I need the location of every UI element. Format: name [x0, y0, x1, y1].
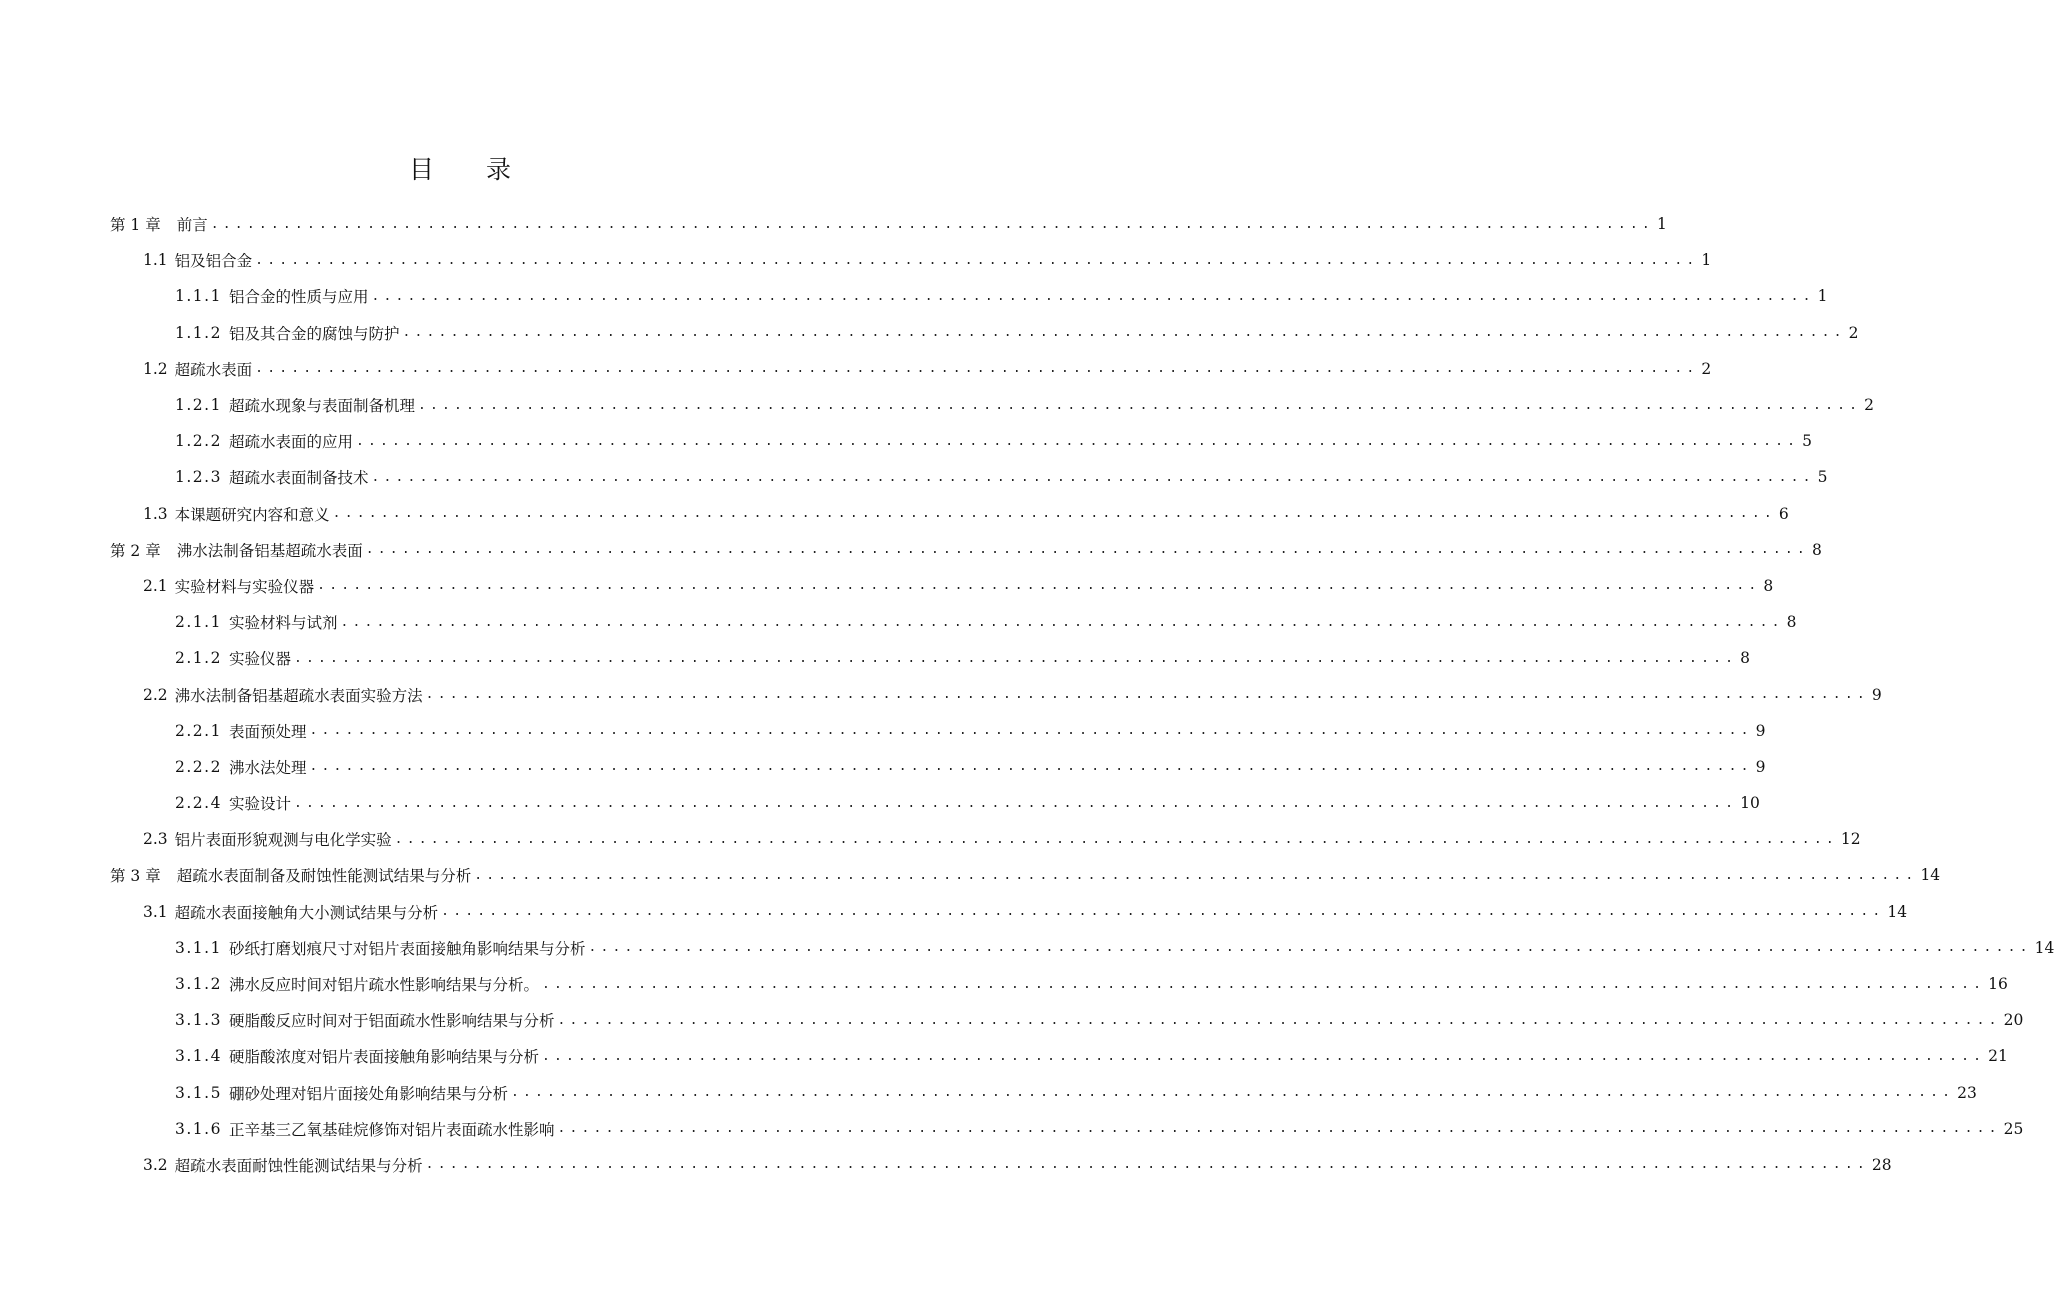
- toc-entry[interactable]: [0, 857, 1941, 893]
- toc-entry[interactable]: [0, 1075, 1977, 1111]
- toc-entry-number: 第 2 章: [110, 541, 161, 560]
- toc-dot-leader: ........................................................................................................................: [425, 1157, 1869, 1173]
- toc-entry-title: 铝及铝合金: [174, 252, 253, 271]
- toc-title: 目 录: [409, 155, 533, 184]
- toc-entry[interactable]: [0, 713, 1766, 749]
- toc-entry-line: [175, 1009, 2024, 1031]
- toc-entry-line: [110, 213, 1667, 235]
- toc-entry-title: 沸水法制备铝基超疏水表面实验方法: [174, 686, 423, 705]
- toc-entry-title: 超疏水表面制备及耐蚀性能测试结果与分析: [176, 867, 472, 886]
- toc-entry-title: 超疏水表面制备技术: [228, 469, 369, 488]
- toc-entry-line: [175, 285, 1828, 307]
- toc-page-number: 23: [1957, 1083, 1977, 1102]
- toc-entry-title: 铝及其合金的腐蚀与防护: [228, 324, 400, 343]
- toc-entry[interactable]: [0, 423, 1813, 459]
- toc-entry-title: 前言: [176, 216, 208, 235]
- toc-entry-number: 3.1.1: [175, 938, 222, 957]
- toc-entry[interactable]: [0, 894, 1908, 930]
- toc-entry[interactable]: [0, 568, 1774, 604]
- toc-entry-line: [143, 575, 1774, 597]
- toc-dot-leader: ........................................................................................................................: [317, 578, 1761, 594]
- toc-page-number: 5: [1817, 468, 1828, 487]
- toc-entry[interactable]: [0, 1038, 2008, 1074]
- toc-page-number: 14: [1887, 902, 1908, 921]
- toc-page-number: 12: [1840, 830, 1861, 849]
- toc-entry[interactable]: [0, 930, 2054, 966]
- toc-page-number: 8: [1740, 649, 1751, 668]
- toc-entry[interactable]: [0, 676, 1882, 712]
- toc-dot-leader: ........................................................................................................................: [293, 650, 1738, 666]
- toc-entry[interactable]: [0, 206, 1667, 242]
- toc-entry-number: 2.3: [143, 830, 168, 849]
- toc-entry-number: 1.2: [143, 359, 168, 378]
- toc-entry[interactable]: [0, 315, 1859, 351]
- toc-page-number: 5: [1802, 432, 1813, 451]
- toc-dot-leader: ........................................................................................................................: [510, 1085, 1955, 1101]
- toc-entry-line: [175, 430, 1813, 452]
- toc-dot-leader: ........................................................................................................................: [355, 433, 1800, 449]
- toc-page-number: 2: [1864, 396, 1875, 415]
- toc-entry-line: [175, 322, 1859, 344]
- toc-page-number: 16: [1988, 975, 2008, 994]
- toc-entry-title: 实验设计: [228, 795, 291, 814]
- toc-entry-line: [143, 358, 1712, 380]
- toc-entry-line: [143, 828, 1861, 850]
- toc-entry-line: [175, 792, 1760, 814]
- toc-entry-number: 1.1.1: [175, 287, 222, 306]
- toc-entry-line: [175, 756, 1766, 778]
- toc-entry-title: 超疏水表面的应用: [228, 433, 353, 452]
- toc-dot-leader: ........................................................................................................................: [365, 542, 1809, 558]
- toc-entry-line: [175, 937, 2054, 959]
- toc-entry-number: 1.2.1: [175, 396, 222, 415]
- toc-entry-number: 1.1: [143, 251, 168, 270]
- toc-entry-line: [175, 1045, 2008, 1067]
- toc-dot-leader: ........................................................................................................................: [332, 506, 1776, 522]
- toc-dot-leader: ........................................................................................................................: [417, 397, 1862, 413]
- toc-entry-number: 2.1: [143, 576, 168, 595]
- toc-entry[interactable]: [0, 604, 1797, 640]
- toc-entry-title: 实验材料与实验仪器: [174, 577, 315, 596]
- toc-entry-line: [143, 249, 1712, 271]
- toc-entry-title: 超疏水表面: [174, 360, 253, 379]
- toc-entry-line: [175, 466, 1828, 488]
- toc-entry-number: 第 3 章: [110, 867, 161, 886]
- toc-entry-line: [175, 611, 1797, 633]
- toc-entry-title: 实验仪器: [228, 650, 291, 669]
- toc-entry[interactable]: [0, 242, 1712, 278]
- toc-page-number: 9: [1755, 757, 1766, 776]
- toc-entry-line: [175, 647, 1751, 669]
- toc-dot-leader: ........................................................................................................................: [293, 795, 1738, 811]
- toc-dot-leader: ........................................................................................................................: [402, 325, 1846, 341]
- toc-entry-title: 正辛基三乙氧基硅烷修饰对铝片表面疏水性影响: [228, 1120, 555, 1139]
- toc-dot-leader: ........................................................................................................................: [541, 1048, 1986, 1064]
- toc-entry-line: [175, 1118, 2024, 1140]
- toc-entry-title: 表面预处理: [228, 722, 307, 741]
- toc-dot-leader: ........................................................................................................................: [309, 723, 1753, 739]
- toc-dot-leader: ........................................................................................................................: [588, 940, 2032, 956]
- toc-entry-number: 2.2.4: [175, 794, 222, 813]
- toc-entry-line: [175, 394, 1875, 416]
- toc-entry[interactable]: [0, 387, 1875, 423]
- toc-entry[interactable]: [0, 496, 1789, 532]
- toc-entry[interactable]: [0, 640, 1751, 676]
- toc-entry-number: 3.1: [143, 902, 168, 921]
- toc-page-number: 1: [1817, 287, 1828, 306]
- toc-entry-title: 超疏水现象与表面制备机理: [228, 397, 415, 416]
- toc-page-number: 8: [1763, 576, 1774, 595]
- toc-page-number: 28: [1871, 1155, 1892, 1174]
- toc-entry-title: 实验材料与试剂: [228, 614, 338, 633]
- toc-entry-number: 1.3: [143, 504, 168, 523]
- toc-entry-line: [143, 684, 1882, 706]
- toc-entry-line: [143, 901, 1908, 923]
- toc-entry-title: 沸水法制备铝基超疏水表面: [176, 541, 363, 560]
- toc-entry[interactable]: [0, 351, 1712, 387]
- toc-entry-title: 砂纸打磨划痕尺寸对铝片表面接触角影响结果与分析: [228, 939, 586, 958]
- toc-entry-number: 第 1 章: [110, 216, 161, 235]
- toc-entry[interactable]: [0, 749, 1766, 785]
- toc-entry-number: 1.1.2: [175, 323, 222, 342]
- toc-entry-number: 3.1.4: [175, 1047, 222, 1066]
- toc-dot-leader: ........................................................................................................................: [394, 831, 1838, 847]
- toc-entry-number: 2.2.2: [175, 757, 222, 776]
- toc-dot-leader: ........................................................................................................................: [541, 976, 1986, 992]
- toc-entry-title: 沸水法处理: [228, 758, 307, 777]
- toc-page-number: 10: [1740, 794, 1760, 813]
- toc-entry-number: 2.2.1: [175, 721, 222, 740]
- toc-page-number: 2: [1848, 323, 1859, 342]
- toc-entry-line: [175, 1082, 1977, 1104]
- toc-entry-number: 2.2: [143, 685, 168, 704]
- toc-entry-title: 铝合金的性质与应用: [228, 288, 369, 307]
- toc-dot-leader: ........................................................................................................................: [474, 867, 1918, 883]
- toc-entry-number: 2.1.2: [175, 649, 222, 668]
- toc-entry[interactable]: [0, 278, 1828, 314]
- toc-entry[interactable]: [0, 532, 1822, 568]
- toc-page-number: 14: [1920, 866, 1941, 885]
- toc-dot-leader: ........................................................................................................................: [255, 361, 1699, 377]
- toc-dot-leader: ........................................................................................................................: [557, 1121, 2001, 1137]
- toc-dot-leader: ........................................................................................................................: [371, 469, 1815, 485]
- toc-entry-title: 硬脂酸浓度对铝片表面接触角影响结果与分析: [228, 1048, 539, 1067]
- toc-entry[interactable]: [0, 1111, 2024, 1147]
- toc-entry-number: 3.1.2: [175, 975, 222, 994]
- toc-entry-number: 2.1.1: [175, 613, 222, 632]
- toc-entry-title: 硼砂处理对铝片面接处角影响结果与分析: [228, 1084, 508, 1103]
- toc-page-number: 9: [1755, 721, 1766, 740]
- toc-page-number: 8: [1786, 613, 1797, 632]
- toc-entry-line: [175, 973, 2008, 995]
- toc-page-number: 8: [1811, 540, 1822, 559]
- toc-dot-leader: ........................................................................................................................: [371, 288, 1815, 304]
- toc-entry[interactable]: [0, 1147, 1892, 1183]
- toc-dot-leader: ........................................................................................................................: [441, 904, 1885, 920]
- toc-page-number: 2: [1701, 359, 1712, 378]
- toc-page-number: 14: [2034, 938, 2054, 957]
- toc-entry[interactable]: [0, 785, 1760, 821]
- toc-dot-leader: ........................................................................................................................: [309, 759, 1753, 775]
- toc-page-number: 1: [1656, 215, 1667, 234]
- toc-entry[interactable]: [0, 821, 1861, 857]
- toc-dot-leader: ........................................................................................................................: [340, 614, 1784, 630]
- toc-entry[interactable]: [0, 459, 1828, 495]
- toc-entry-number: 3.1.3: [175, 1011, 222, 1030]
- toc-entry-line: [143, 503, 1789, 525]
- toc-page-number: 21: [1988, 1047, 2008, 1066]
- toc-entry-number: 3.1.6: [175, 1119, 222, 1138]
- toc-entry-line: [110, 539, 1822, 561]
- toc-entry-title: 铝片表面形貌观测与电化学实验: [174, 831, 392, 850]
- toc-page-number: 9: [1871, 685, 1882, 704]
- toc-entry-line: [143, 1154, 1892, 1176]
- toc-entry-title: 本课题研究内容和意义: [174, 505, 330, 524]
- toc-dot-leader: ........................................................................................................................: [210, 216, 1654, 232]
- toc-list: [0, 206, 2054, 1183]
- toc-entry-number: 3.2: [143, 1155, 168, 1174]
- toc-page-number: 1: [1701, 251, 1712, 270]
- toc-entry-number: 1.2.3: [175, 468, 222, 487]
- toc-page-number: 20: [2003, 1011, 2024, 1030]
- toc-entry-title: 沸水反应时间对铝片疏水性影响结果与分析。: [228, 976, 539, 995]
- toc-entry-line: [110, 864, 1941, 886]
- toc-page-number: 25: [2003, 1119, 2024, 1138]
- toc-entry-number: 3.1.5: [175, 1083, 222, 1102]
- toc-entry-title: 超疏水表面接触角大小测试结果与分析: [174, 903, 439, 922]
- toc-entry-line: [175, 720, 1766, 742]
- toc-entry-title: 超疏水表面耐蚀性能测试结果与分析: [174, 1156, 423, 1175]
- toc-entry-number: 1.2.2: [175, 432, 222, 451]
- toc-page-number: 6: [1778, 504, 1789, 523]
- toc-dot-leader: ........................................................................................................................: [425, 687, 1869, 703]
- toc-entry[interactable]: [0, 966, 2008, 1002]
- toc-dot-leader: ........................................................................................................................: [557, 1012, 2001, 1028]
- toc-dot-leader: ........................................................................................................................: [255, 252, 1699, 268]
- toc-entry[interactable]: [0, 1002, 2024, 1038]
- toc-entry-title: 硬脂酸反应时间对于铝面疏水性影响结果与分析: [228, 1012, 555, 1031]
